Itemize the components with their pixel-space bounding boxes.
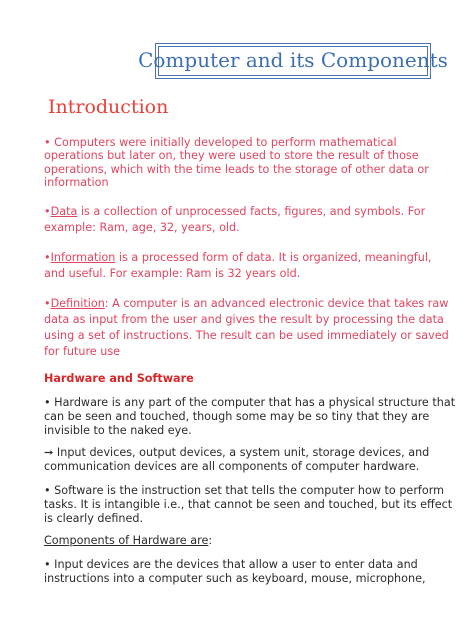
input-devices-paragraph: • Input devices are the devices that allow a user to enter data and instructions into a computer such as keyboard, mouse, microphone, (44, 558, 426, 585)
term-definition: Definition (50, 297, 105, 310)
page-title: Computer and its Components (138, 48, 448, 72)
title-box (138, 43, 448, 79)
bullet: • (44, 136, 51, 149)
hardware-components-paragraph: ➞ Input devices, output devices, a system unit, storage devices, and communication devices are all components of computer hardware. (44, 446, 430, 473)
components-heading-text: Components of Hardware are (44, 534, 209, 547)
paragraph-text: : A computer is an advanced electronic device that takes raw data as input from the user and gives the result by processing the data using a set of instructions. The result can be used immediately or saved for future use (44, 297, 449, 358)
intro-paragraph-information (44, 250, 456, 282)
introduction-heading: Introduction (48, 96, 169, 118)
software-paragraph: • Software is the instruction set that tells the computer how to perform tasks. It is intangible i.e., that cannot be seen and touched, but its effect is clearly defined. (44, 484, 453, 525)
paragraph-text: is a collection of unprocessed facts, figures, and symbols. For example: Ram, age, 32, years, old. (44, 205, 426, 234)
hardware-software-heading: Hardware and Software (44, 372, 194, 385)
bullet: • (44, 251, 51, 264)
intro-paragraph-computers (44, 136, 456, 190)
paragraph-text: Computers were initially developed to perform mathematical operations but later on, they were used to store the result of those operations, which with the time leads to the storage of other data or information (44, 136, 429, 190)
intro-paragraph-definition (44, 296, 456, 360)
term-information: Information (50, 251, 116, 264)
components-heading (44, 534, 456, 548)
bullet: • (44, 297, 51, 310)
hardware-paragraph: • Hardware is any part of the computer that has a physical structure that can be seen and touched, though some may be so tiny that they are invisible to the naked eye. (44, 396, 456, 437)
components-heading-colon: : (208, 534, 213, 547)
paragraph-text: is a processed form of data. It is organized, meaningful, and useful. For example: Ram is 32 years old. (44, 251, 432, 280)
term-data: Data (50, 205, 78, 218)
intro-paragraph-data (44, 204, 456, 236)
bullet: • (44, 205, 51, 218)
